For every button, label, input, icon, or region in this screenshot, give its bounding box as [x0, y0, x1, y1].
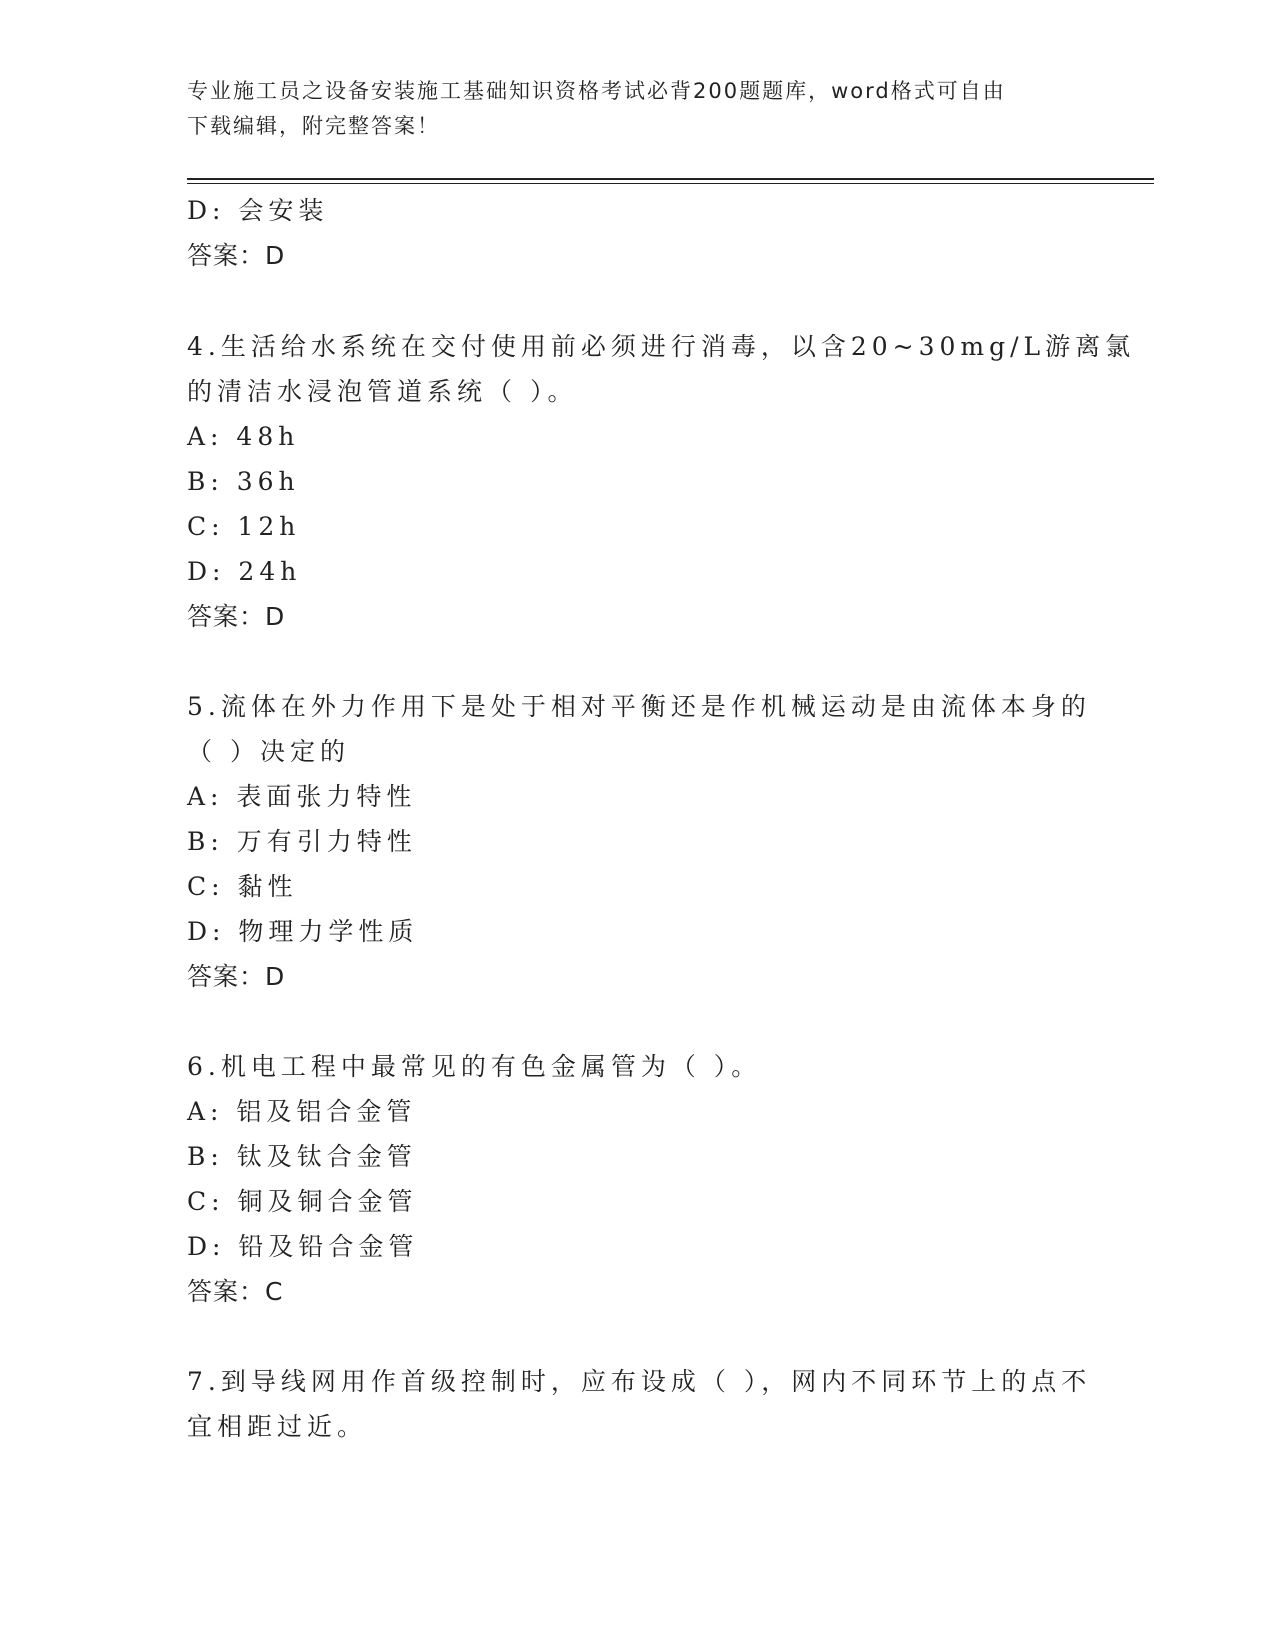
q5-option-a: A: 表面张力特性 [187, 782, 417, 811]
q5-answer: 答案：D [187, 962, 286, 991]
q3-option-d: D: 会安装 [187, 196, 329, 225]
q4-option-c: C: 12h [187, 512, 301, 541]
q6-option-b: B: 钛及钛合金管 [187, 1142, 417, 1171]
q7-stem-line-2: 宜相距过近。 [187, 1412, 368, 1441]
header-divider-thick [187, 178, 1154, 180]
q6-stem-line-1: 6.机电工程中最常见的有色金属管为（ ）。 [187, 1052, 762, 1081]
q4-option-b: B: 36h [187, 467, 300, 496]
q6-option-c: C: 铜及铜合金管 [187, 1187, 418, 1216]
q4-stem-line-2: 的清洁水浸泡管道系统（ ）。 [187, 377, 578, 406]
q6-answer: 答案：C [187, 1277, 284, 1306]
q5-stem-line-1: 5.流体在外力作用下是处于相对平衡还是作机械运动是由流体本身的 [187, 692, 1091, 721]
header-line-2: 下载编辑，附完整答案！ [187, 114, 440, 138]
q5-option-d: D: 物理力学性质 [187, 917, 419, 946]
q4-option-d: D: 24h [187, 557, 302, 586]
q6-option-a: A: 铝及铝合金管 [187, 1097, 417, 1126]
header-line-1: 专业施工员之设备安装施工基础知识资格考试必背200题题库，word格式可自由 [187, 79, 1006, 103]
q6-option-d: D: 铅及铅合金管 [187, 1232, 419, 1261]
header-divider-thin [187, 183, 1154, 184]
q4-stem-line-1: 4.生活给水系统在交付使用前必须进行消毒，以含20~30mg/L游离氯 [187, 332, 1136, 361]
q4-option-a: A: 48h [187, 422, 300, 451]
q5-option-c: C: 黏性 [187, 872, 298, 901]
q5-option-b: B: 万有引力特性 [187, 827, 417, 856]
q7-stem-line-1: 7.到导线网用作首级控制时，应布设成（ ），网内不同环节上的点不 [187, 1367, 1092, 1396]
q3-answer: 答案：D [187, 241, 286, 270]
page-header [187, 74, 1067, 144]
q5-stem-line-2: （ ）决定的 [187, 737, 350, 766]
q4-answer: 答案：D [187, 602, 286, 631]
